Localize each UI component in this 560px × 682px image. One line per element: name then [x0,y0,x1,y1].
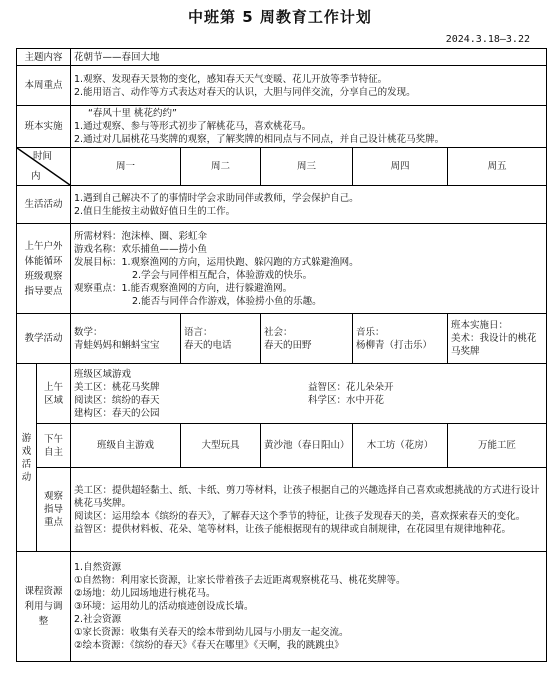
life-row [17,186,547,224]
teaching-monday [71,314,181,364]
resource-line: ②绘本资源：《缤纷的春天》《春天在哪里》《天啊，我的跳跳虫》 [74,640,344,651]
class-impl-line: 2.通过对几届桃花马奖牌的观察，了解奖牌的相同点与不同点，并自己设计桃花马奖牌。 [74,134,445,145]
teaching-label: 教学活动 [17,314,71,364]
games-label: 游戏活动 [17,364,37,552]
outdoor-line: 所需材料：泡沫棒、圈、彩虹伞 [74,230,208,242]
teaching-content: 美术：我设计的桃花马奖牌 [451,333,537,357]
weekday-monday: 周一 [71,148,181,186]
teaching-content: 春天的田野 [264,339,312,351]
teaching-subject: 数学： [74,326,103,338]
am-area-item: 益智区：花儿朵朵开 [308,381,394,393]
theme-row [17,49,547,66]
teaching-subject: 音乐： [356,326,385,338]
outdoor-label: 上午户外体能循环班级观察指导要点 [17,224,71,314]
header-content: 内 [31,171,41,182]
plan-table [16,48,547,662]
outdoor-line: 游戏名称：欢乐捕鱼——捞小鱼 [74,243,208,255]
date-range: 2024.3.18—3.22 [445,34,530,45]
focus-line: 1.观察、发现春天景物的变化，感知春天天气变暖、花儿开放等季节特征。 [74,73,388,85]
teaching-subject: 班本实施日： [451,320,509,331]
weekday-thursday: 周四 [353,148,448,186]
life-label: 生活活动 [17,186,71,224]
life-line: 2.值日生能按主动做好值日生的工作。 [74,205,236,217]
obs-line: 阅读区：运用绘本《缤纷的春天》，了解春天这个季节的特征，让孩子发现春天的美，喜欢探索春天的变化。 [74,510,526,522]
focus-line: 2.能用语言、动作等方式表达对春天的认识，大胆与同伴交流，分享自己的发现。 [74,86,416,98]
am-area-item: 建构区：春天的公园 [74,407,160,419]
resource-line: ②场地：幼儿园场地进行桃花马。 [74,588,216,599]
games-obs-content [71,468,547,552]
outdoor-line: 发展目标：1.观察渔网的方向，运用快跑、躲闪跑的方式躲避渔网。 [74,256,359,268]
teaching-friday [448,314,547,364]
teaching-subject: 语言： [184,326,213,338]
class-impl-line: 1.通过观察、参与等形式初步了解桃花马，喜欢桃花马。 [74,121,312,132]
weekday-tuesday: 周二 [181,148,261,186]
header-time: 时间 [33,151,53,162]
life-content [71,186,547,224]
games-am-content [71,364,547,424]
focus-content [71,66,547,106]
outdoor-line: 观察重点：1.能否观察渔网的方向，进行躲避渔网。 [74,282,293,294]
focus-label: 本周重点 [17,66,71,106]
outdoor-row [17,224,547,314]
resource-line: ①家长资源：收集有关春天的绘本带到幼儿园与小朋友一起交流。 [74,627,349,638]
resources-row [17,552,547,662]
am-area-item: 科学区：水中开花 [308,394,385,406]
resources-content [71,552,547,662]
games-obs-row [17,468,547,552]
games-am-label: 上午区域 [37,364,71,424]
pm-cell-wednesday: 黄沙池（春日阳山） [261,424,353,468]
obs-line: 益智区：提供材料板、花朵、笔等材料，让孩子能根据现有的规律或自制规律，在花园里有规律地种花。 [74,523,512,535]
teaching-tuesday [181,314,261,364]
am-area-item: 美工区：桃花马奖牌 [74,381,160,393]
weekday-wednesday: 周三 [261,148,353,186]
games-pm-label: 下午自主 [37,424,71,468]
pm-cell-thursday: 木工坊（花房） [353,424,448,468]
games-am-row [17,364,547,424]
teaching-thursday [353,314,448,364]
pm-cell-tuesday: 大型玩具 [181,424,261,468]
class-impl-line: “春风十里 桃花约约” [88,108,177,119]
teaching-content: 春天的电话 [184,339,232,351]
am-area-row [74,394,543,407]
obs-line: 美工区：提供超轻黏土、纸、卡纸、剪刀等材料，让孩子根据自己的兴趣选择自己喜欢或想挑战的方式进行设计桃花马奖牌。 [74,484,540,509]
am-area-row [74,381,543,394]
class-impl-label: 班本实施 [17,106,71,148]
outdoor-line: 2.学会与同伴相互配合，体验游戏的快乐。 [132,269,313,281]
games-obs-label: 观察指导重点 [37,468,71,552]
class-impl-content [71,106,547,148]
pm-cell-friday: 万能工匠 [448,424,547,468]
weekday-header-row [17,148,547,186]
resource-line: 1.自然资源 [74,562,122,573]
outdoor-content [71,224,547,314]
outdoor-line: 2.能否与同伴合作游戏，体验捞小鱼的乐趣。 [132,295,322,307]
resource-line: 2.社会资源 [74,614,122,625]
teaching-row [17,314,547,364]
focus-row [17,66,547,106]
pm-cell-monday: 班级自主游戏 [71,424,181,468]
time-content-header [17,148,71,186]
theme-value: 花朝节——春回大地 [71,49,547,66]
weekday-friday: 周五 [448,148,547,186]
theme-label: 主题内容 [17,49,71,66]
class-impl-row [17,106,547,148]
life-line: 1.遇到自己解决不了的事情时学会求助同伴或教师，学会保护自己。 [74,192,359,204]
page-title: 中班第 5 周教育工作计划 [188,8,372,26]
resource-line: ①自然物：利用家长资源，让家长带着孩子去近距离观察桃花马、桃花奖牌等。 [74,575,406,586]
teaching-content: 杨柳青（打击乐） [356,339,433,351]
am-area-item: 阅读区：缤纷的春天 [74,394,160,406]
teaching-wednesday [261,314,353,364]
teaching-subject: 社会： [264,326,293,338]
resource-line: ③环境：运用幼儿的活动痕迹创设成长墙。 [74,601,254,612]
resources-label: 课程资源利用与调整 [17,552,71,662]
am-area-heading: 班级区域游戏 [74,368,132,380]
games-pm-row [17,424,547,468]
am-area-row [74,407,543,420]
teaching-content: 青蛙妈妈和蝌蚪宝宝 [74,339,160,351]
